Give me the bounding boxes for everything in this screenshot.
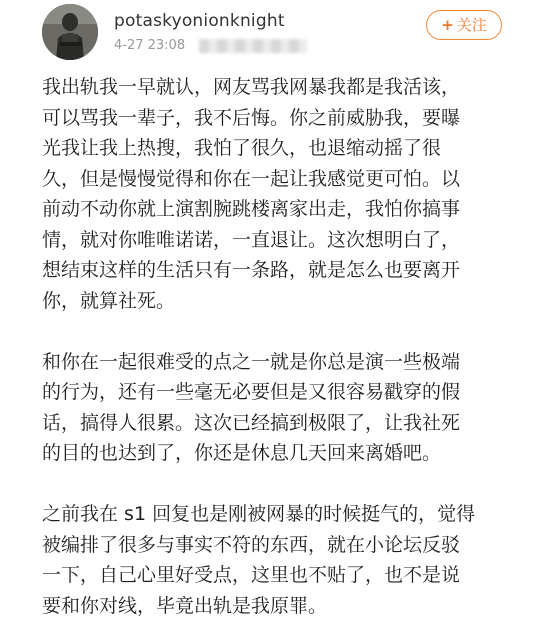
- text-line: 情，就对你唯唯诺诺，一直退让。这次想明白了，: [42, 225, 512, 256]
- follow-label: 关注: [457, 16, 487, 34]
- blurred-source: [199, 39, 307, 53]
- text-line: 我出轨我一早就认，网友骂我网暴我都是我活该，: [42, 72, 512, 103]
- paragraph-gap: [42, 469, 512, 500]
- post-header: [0, 0, 548, 72]
- text-line: 想结束这样的生活只有一条路，就是怎么也要离开: [42, 255, 512, 286]
- paragraph: [42, 499, 512, 621]
- plus-icon: +: [441, 16, 454, 34]
- paragraph: [42, 72, 512, 316]
- user-avatar-icon: [42, 4, 98, 60]
- paragraph-gap: [42, 316, 512, 347]
- follow-button[interactable]: [426, 10, 502, 40]
- text-line: 要和你对线，毕竟出轨是我原罪。: [42, 591, 512, 621]
- post-meta: [114, 37, 307, 55]
- user-avatar[interactable]: [42, 4, 98, 60]
- paragraph: [42, 347, 512, 469]
- text-line: 前动不动你就上演割腕跳楼离家出走，我怕你搞事: [42, 194, 512, 225]
- text-line: 被编排了很多与事实不符的东西，就在小论坛反驳: [42, 530, 512, 561]
- text-line: 一下，自己心里好受点，这里也不贴了，也不是说: [42, 560, 512, 591]
- post-timestamp: 4-27 23:08: [114, 37, 185, 55]
- text-line: 可以骂我一辈子，我不后悔。你之前威胁我，要曝: [42, 103, 512, 134]
- text-line: 之前我在 s1 回复也是刚被网暴的时候挺气的，觉得: [42, 499, 512, 530]
- text-line: 话，搞得人很累。这次已经搞到极限了，让我社死: [42, 408, 512, 439]
- text-line: 的行为，还有一些毫无必要但是又很容易戳穿的假: [42, 377, 512, 408]
- text-line: 和你在一起很难受的点之一就是你总是演一些极端: [42, 347, 512, 378]
- username[interactable]: potaskyonionknight: [114, 10, 285, 32]
- text-line: 久，但是慢慢觉得和你在一起让我感觉更可怕。以: [42, 164, 512, 195]
- text-line: 的目的也达到了，你还是休息几天回来离婚吧。: [42, 438, 512, 469]
- text-line: 你，就算社死。: [42, 286, 512, 317]
- text-line: 光我让我上热搜，我怕了很久，也退缩动摇了很: [42, 133, 512, 164]
- post-body: [42, 72, 512, 621]
